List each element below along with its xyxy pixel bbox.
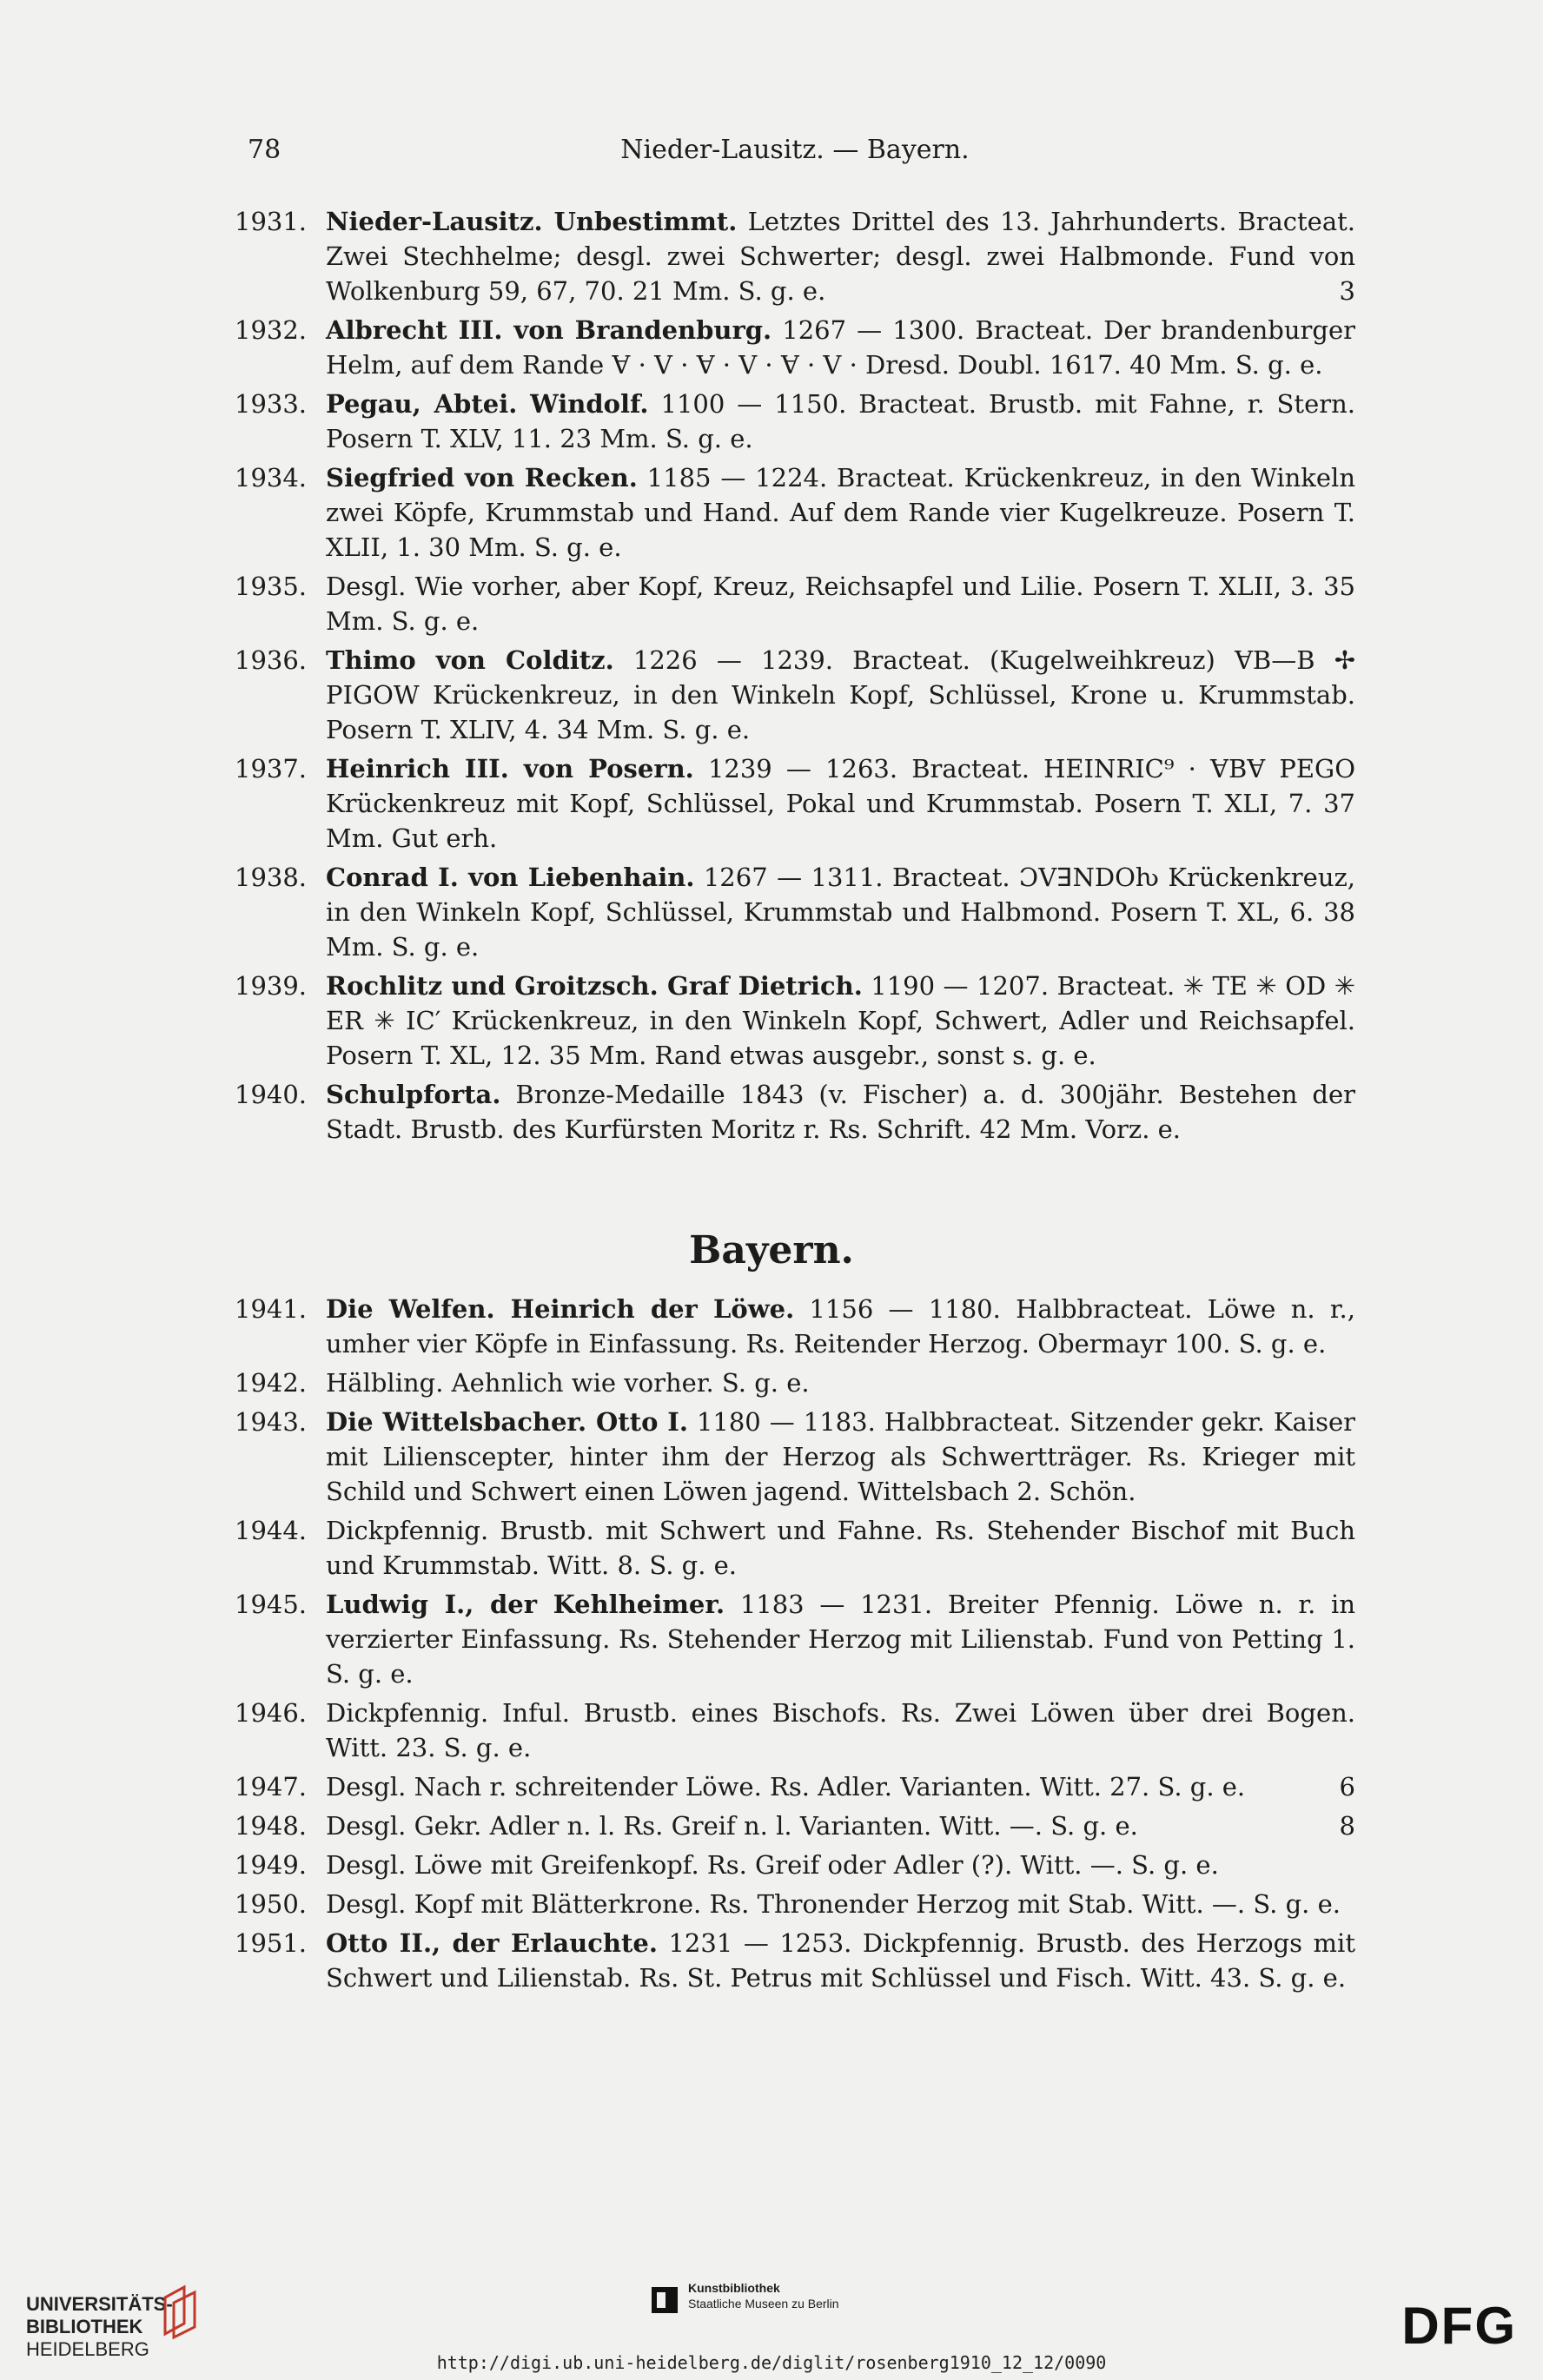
kb-logo-line2: Staatliche Museen zu Berlin xyxy=(688,2297,839,2311)
entry-number: 1940. xyxy=(235,1080,308,1109)
entry-description: Desgl. Nach r. schreitender Löwe. Rs. Adler. Varianten. Witt. 27. S. g. e. xyxy=(326,1772,1246,1802)
entry-number: 1934. xyxy=(235,463,308,493)
catalog-entry xyxy=(235,1513,1355,1583)
dfg-logo[interactable]: DFG xyxy=(1401,2297,1517,2355)
uni-logo-line1: UNIVERSITÄTS- xyxy=(26,2293,173,2315)
permalink-url[interactable]: http://digi.ub.uni-heidelberg.de/diglit/rosenberg1910_12_12/0090 xyxy=(436,2352,1107,2373)
entry-number: 1939. xyxy=(235,971,308,1001)
running-title: Nieder-Lausitz. — Bayern. xyxy=(620,135,970,165)
entry-description: Letztes Drittel des 13. Jahrhunderts. Bracteat. Zwei Stechhelme; desgl. zwei Schwerter; desgl. zwei Halbmonde. Fund von Wolkenburg 59, 67, 70. 21 Mm. S. g. e. xyxy=(326,207,1356,306)
entry-heading: Heinrich III. von Posern. xyxy=(326,754,694,783)
entry-heading: Albrecht III. von Brandenburg. xyxy=(326,315,772,345)
entry-heading: Conrad I. von Liebenhain. xyxy=(326,863,695,892)
entry-description: 1267 — 1311. Bracteat. ƆVꓱNDOƕ Krückenkreuz, in den Winkeln Kopf, Schlüssel, Krummstab und Halbmond. Posern T. XL, 6. 38 Mm. S. g. e. xyxy=(326,863,1355,962)
entry-marginal-number: 3 xyxy=(1339,276,1355,306)
catalog-entry xyxy=(235,1808,1355,1843)
catalog-entry xyxy=(235,204,1355,308)
entry-number: 1938. xyxy=(235,863,308,892)
entry-number: 1933. xyxy=(235,389,308,419)
entry-number: 1931. xyxy=(235,207,308,236)
entry-description: Desgl. Löwe mit Greifenkopf. Rs. Greif oder Adler (?). Witt. —. S. g. e. xyxy=(326,1850,1219,1880)
catalog-entry xyxy=(235,1587,1355,1691)
entry-number: 1937. xyxy=(235,754,308,783)
page-header xyxy=(248,135,1342,178)
entry-number: 1942. xyxy=(235,1368,308,1398)
catalog-entry xyxy=(235,1365,1355,1400)
catalog-entry xyxy=(235,643,1355,747)
entry-number: 1946. xyxy=(235,1698,308,1728)
catalog-entry xyxy=(235,1077,1355,1147)
entry-description: Bronze-Medaille 1843 (v. Fischer) a. d. 300jähr. Bestehen der Stadt. Brustb. des Kurfürsten Moritz r. Rs. Schrift. 42 Mm. Vorz. e. xyxy=(326,1080,1355,1144)
catalog-entry xyxy=(235,387,1355,456)
entry-description: 1267 — 1300. Bracteat. Der brandenburger Helm, auf dem Rande Ɐ · V · Ɐ · V · Ɐ · V · Dresd. Doubl. 1617. 40 Mm. S. g. e. xyxy=(326,315,1355,380)
entry-number: 1936. xyxy=(235,645,308,675)
page-footer xyxy=(0,2263,1543,2380)
university-library-logo[interactable] xyxy=(26,2293,173,2361)
entry-number: 1944. xyxy=(235,1516,308,1545)
entry-description: 1100 — 1150. Bracteat. Brustb. mit Fahne, r. Stern. Posern T. XLV, 11. 23 Mm. S. g. e. xyxy=(326,389,1355,453)
kb-logo-line1: Kunstbibliothek xyxy=(688,2281,780,2295)
entry-heading: Ludwig I., der Kehlheimer. xyxy=(326,1590,725,1619)
entry-number: 1945. xyxy=(235,1590,308,1619)
uni-logo-line3: HEIDELBERG xyxy=(26,2338,149,2360)
kunstbibliothek-mark-icon xyxy=(652,2287,678,2313)
entry-number: 1949. xyxy=(235,1850,308,1880)
entry-description: 1190 — 1207. Bracteat. ✳ TE ✳ OD ✳ ER ✳ IC′ Krückenkreuz, in den Winkeln Kopf, Schwert, Adler und Reichsapfel. Posern T. XL, 12. 35 Mm. Rand etwas ausgebr., sonst s. g. e. xyxy=(326,971,1355,1070)
entry-description: Dickpfennig. Inful. Brustb. eines Bischofs. Rs. Zwei Löwen über drei Bogen. Witt. 23. S. g. e. xyxy=(326,1698,1355,1762)
catalog-entry xyxy=(235,313,1355,382)
entry-heading: Nieder-Lausitz. Unbestimmt. xyxy=(326,207,738,236)
entry-description: 1185 — 1224. Bracteat. Krückenkreuz, in den Winkeln zwei Köpfe, Krummstab und Hand. Auf dem Rande vier Kugelkreuze. Posern T. XLII, 1. 30 Mm. S. g. e. xyxy=(326,463,1355,562)
entry-number: 1935. xyxy=(235,572,308,601)
catalog-entry xyxy=(235,1887,1355,1921)
entry-description: 1226 — 1239. Bracteat. (Kugelweihkreuz) ⱯB—B ✢ PIGOW Krückenkreuz, in den Winkeln Kopf, Schlüssel, Krone u. Krummstab. Posern T. XLIV, 4. 34 Mm. S. g. e. xyxy=(326,645,1355,744)
catalog-entry xyxy=(235,860,1355,964)
catalog-entry xyxy=(235,1405,1355,1509)
entry-number: 1932. xyxy=(235,315,308,345)
catalog-entry xyxy=(235,969,1355,1073)
entry-description: Dickpfennig. Brustb. mit Schwert und Fahne. Rs. Stehender Bischof mit Buch und Krummstab. Witt. 8. S. g. e. xyxy=(326,1516,1355,1580)
entry-heading: Thimo von Colditz. xyxy=(326,645,614,675)
entry-description: 1231 — 1253. Dickpfennig. Brustb. des Herzogs mit Schwert und Lilienstab. Rs. St. Petrus mit Schlüssel und Fisch. Witt. 43. S. g. e. xyxy=(326,1928,1355,1993)
entry-number: 1941. xyxy=(235,1294,308,1324)
entry-description: Desgl. Gekr. Adler n. l. Rs. Greif n. l. Varianten. Witt. —. S. g. e. xyxy=(326,1811,1138,1841)
entry-heading: Die Welfen. Heinrich der Löwe. xyxy=(326,1294,795,1324)
catalog-entries-bayern xyxy=(235,1292,1355,2000)
entry-marginal-number: 6 xyxy=(1339,1772,1355,1802)
catalog-entry xyxy=(235,1769,1355,1804)
entry-description: Hälbling. Aehnlich wie vorher. S. g. e. xyxy=(326,1368,810,1398)
uni-logo-line2: BIBLIOTHEK xyxy=(26,2316,143,2337)
page-number: 78 xyxy=(248,135,281,165)
entry-description: 1180 — 1183. Halbbracteat. Sitzender gekr. Kaiser mit Lilienscepter, hinter ihm der Herzog als Schwertträger. Rs. Krieger mit Schild und Schwert einen Löwen jagend. Wittelsbach 2. Schön. xyxy=(326,1407,1355,1506)
entry-description: 1156 — 1180. Halbbracteat. Löwe n. r., umher vier Köpfe in Einfassung. Rs. Reitender Herzog. Obermayr 100. S. g. e. xyxy=(326,1294,1355,1359)
library-mark-icon xyxy=(158,2280,202,2341)
entry-heading: Siegfried von Recken. xyxy=(326,463,638,493)
entry-description: Desgl. Wie vorher, aber Kopf, Kreuz, Reichsapfel und Lilie. Posern T. XLII, 3. 35 Mm. S. g. e. xyxy=(326,572,1355,636)
entry-heading: Schulpforta. xyxy=(326,1080,501,1109)
entry-number: 1943. xyxy=(235,1407,308,1437)
section-title: Bayern. xyxy=(689,1228,854,1273)
entry-number: 1947. xyxy=(235,1772,308,1802)
catalog-entry xyxy=(235,460,1355,565)
entry-heading: Die Wittelsbacher. Otto I. xyxy=(326,1407,688,1437)
entry-heading: Rochlitz und Groitzsch. Graf Dietrich. xyxy=(326,971,863,1001)
entry-description: 1239 — 1263. Bracteat. HEINRIC⁹ · ⱯBⱯ PEGO Krückenkreuz mit Kopf, Schlüssel, Pokal und Krummstab. Posern T. XLI, 7. 37 Mm. Gut erh. xyxy=(326,754,1355,853)
entry-description: 1183 — 1231. Breiter Pfennig. Löwe n. r. in verzierter Einfassung. Rs. Stehender Herzog mit Lilienstab. Fund von Petting 1. S. g. e. xyxy=(326,1590,1355,1689)
catalog-entry xyxy=(235,569,1355,638)
entry-description: Desgl. Kopf mit Blätterkrone. Rs. Thronender Herzog mit Stab. Witt. —. S. g. e. xyxy=(326,1889,1341,1919)
entry-heading: Otto II., der Erlauchte. xyxy=(326,1928,658,1958)
catalog-entry xyxy=(235,751,1355,856)
entry-number: 1948. xyxy=(235,1811,308,1841)
entry-number: 1950. xyxy=(235,1889,308,1919)
entry-number: 1951. xyxy=(235,1928,308,1958)
entry-heading: Pegau, Abtei. Windolf. xyxy=(326,389,649,419)
catalog-entry xyxy=(235,1292,1355,1361)
catalog-entry xyxy=(235,1926,1355,1995)
catalog-entries-lausitz xyxy=(235,204,1355,1151)
entry-marginal-number: 8 xyxy=(1339,1811,1355,1841)
catalog-entry xyxy=(235,1696,1355,1765)
catalog-entry xyxy=(235,1848,1355,1882)
